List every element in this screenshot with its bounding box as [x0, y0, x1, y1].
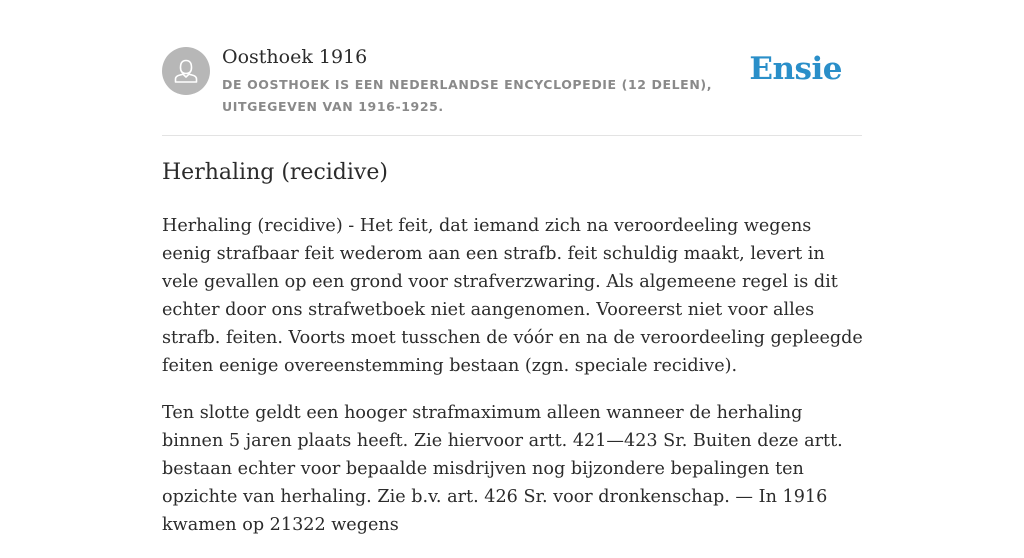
header-divider — [162, 135, 862, 136]
article-paragraph: Herhaling (recidive) - Het feit, dat iemand zich na veroordeeling wegens eenig strafbaar feit wederom aan een strafb. feit schuldig maakt, levert in vele gevallen op een grond voor strafverzwaring. Als algemeene regel is dit echter door ons strafwetboek niet aangenomen. Vooreerst niet voor alles strafb. feiten. Voorts moet tusschen de vóór en na de veroordeeling gepleegde feiten eenige overeenstemming bestaan (zgn. speciale recidive). — [162, 216, 863, 376]
article-body — [162, 212, 864, 558]
source-title[interactable]: Oosthoek 1916 — [222, 46, 368, 68]
source-description: DE OOSTHOEK IS EEN NEDERLANDSE ENCYCLOPEDIE (12 DELEN), UITGEGEVEN VAN 1916-1925. — [222, 77, 713, 114]
avatar[interactable] — [162, 47, 210, 95]
article-title: Herhaling (recidive) — [162, 160, 388, 185]
ensie-logo[interactable]: Ensie — [749, 51, 842, 87]
source-header — [162, 46, 862, 136]
article-paragraph: Ten slotte geldt een hooger strafmaximum alleen wanneer de herhaling binnen 5 jaren plaats heeft. Zie hiervoor artt. 421—423 Sr. Buiten deze artt. bestaan echter voor bepaalde misdrijven nog bijzondere bepalingen ten opzichte van herhaling. Zie b.v. art. 426 Sr. voor dronkenschap. — In 1916 kwamen op 21322 wegens — [162, 403, 843, 535]
user-icon — [162, 47, 210, 95]
